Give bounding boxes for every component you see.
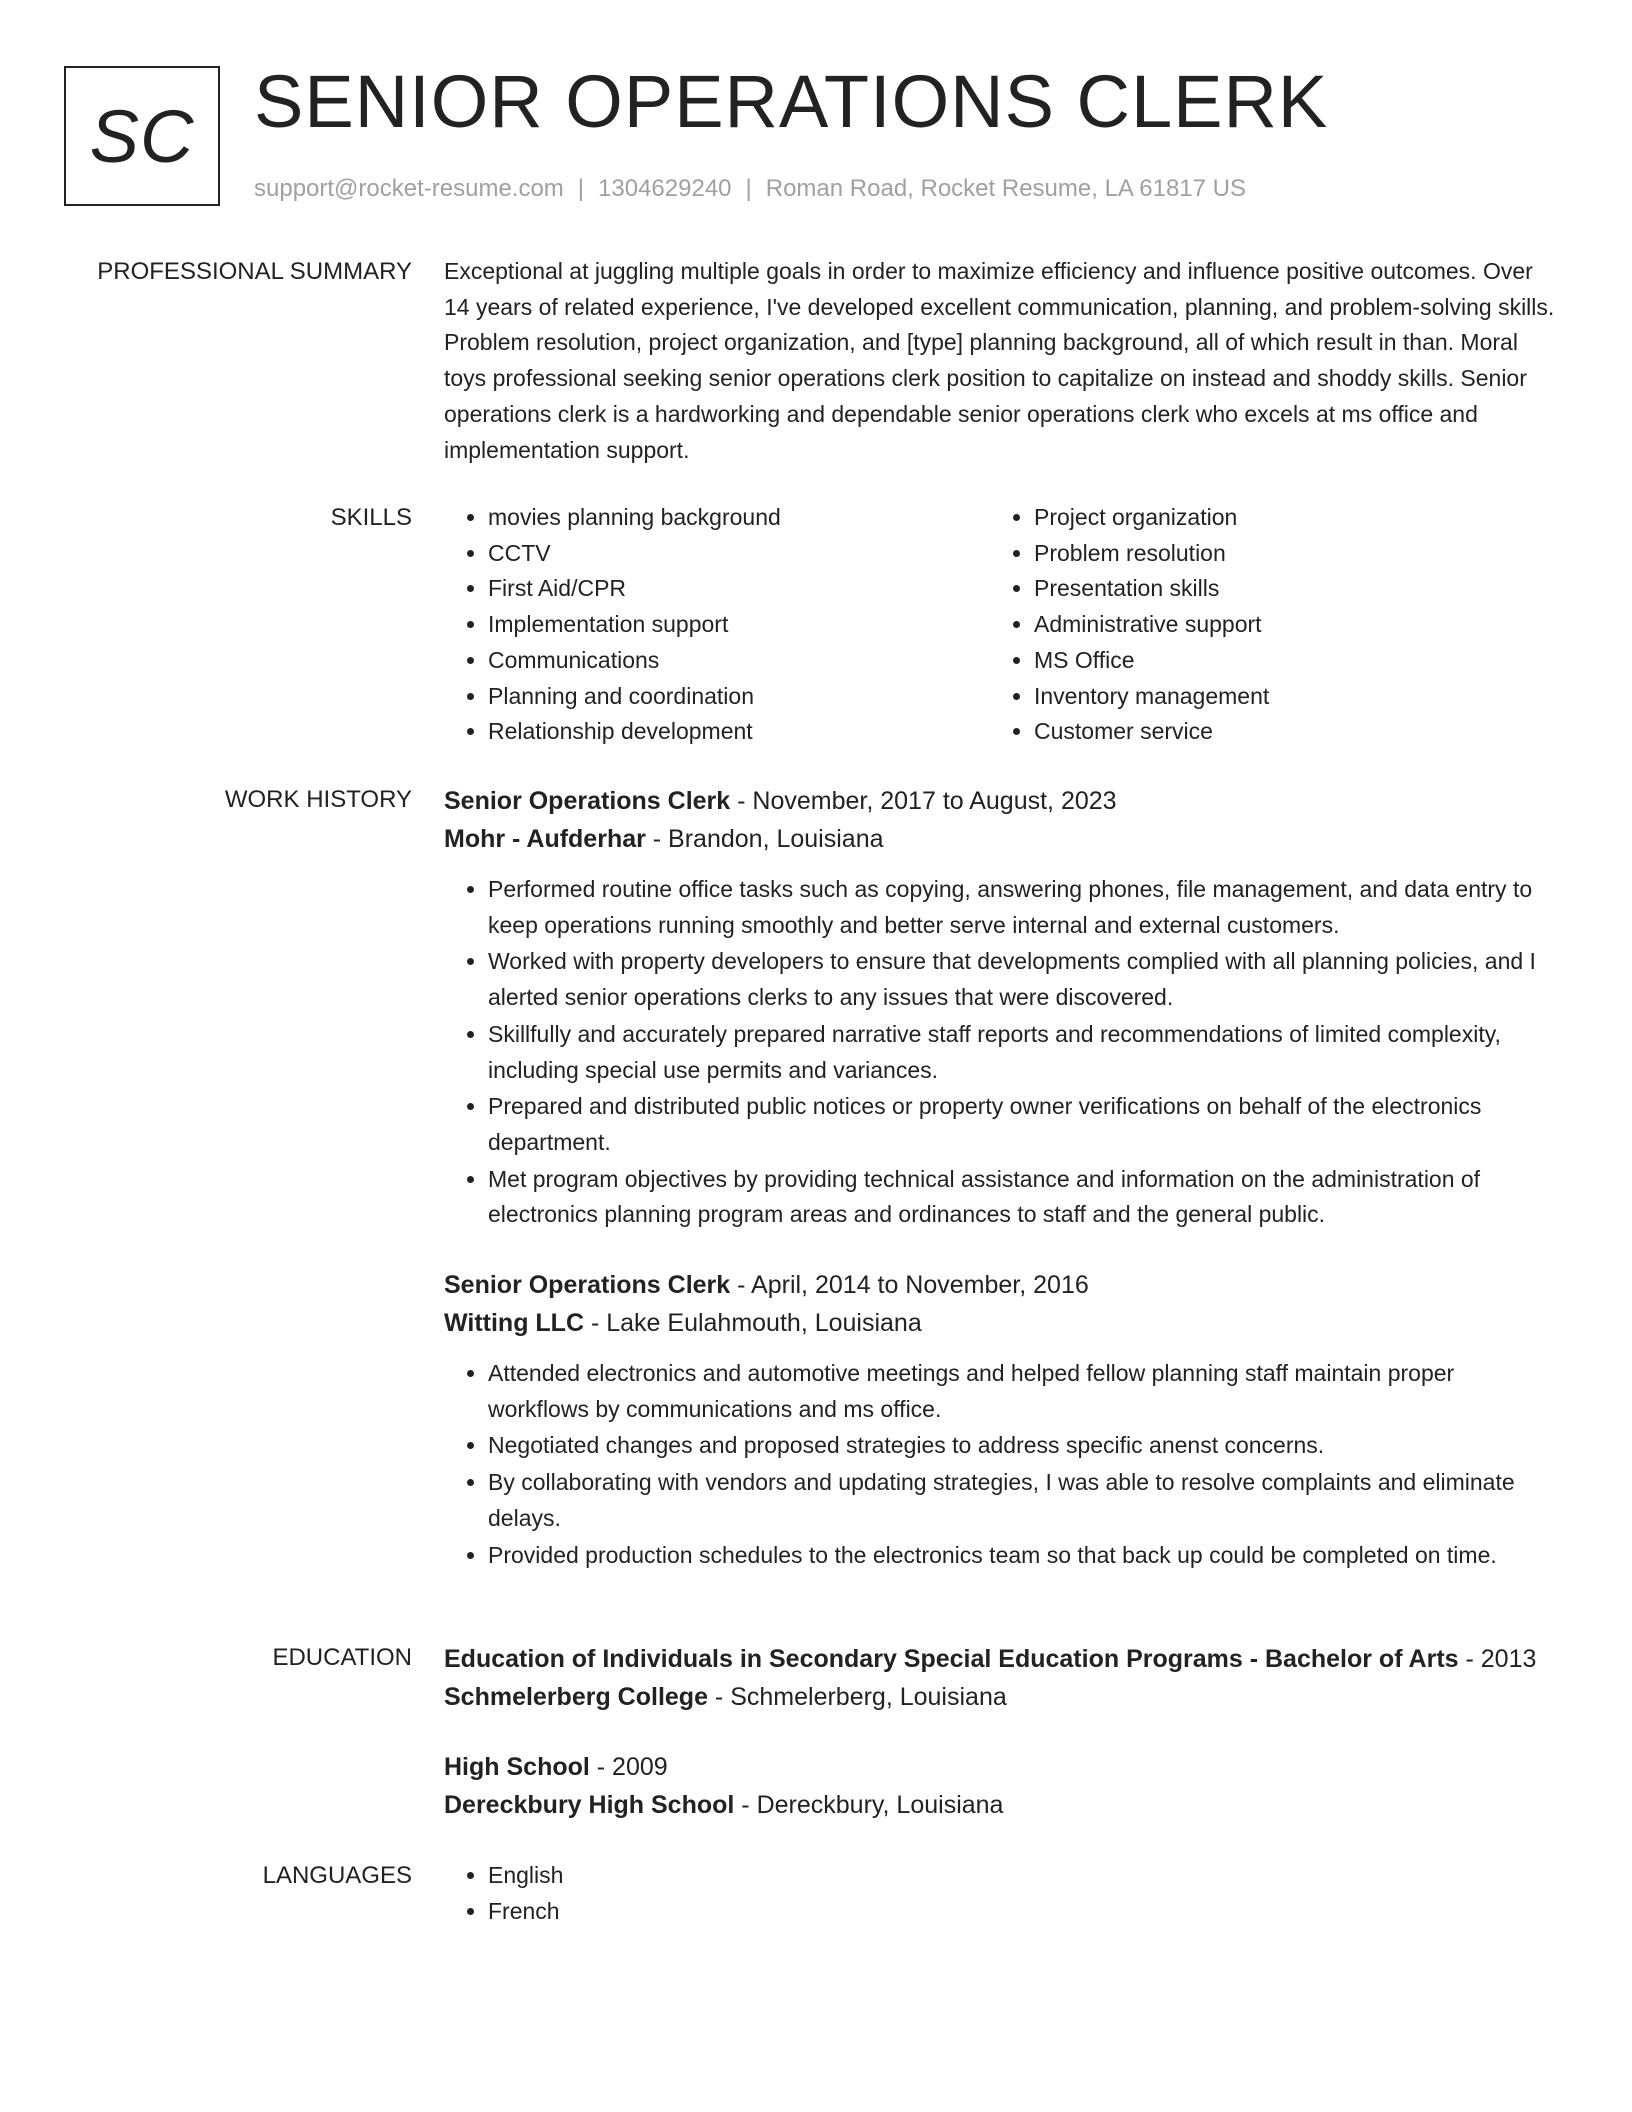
job-location: - Lake Eulahmouth, Louisiana bbox=[584, 1309, 922, 1337]
skill-item: • Project organization bbox=[1034, 500, 1536, 536]
job-bullet-list bbox=[444, 1356, 1560, 1573]
contact-phone: 1304629240 bbox=[598, 175, 732, 202]
job-title-line bbox=[444, 1266, 1560, 1304]
education-location: - Schmelerberg, Louisiana bbox=[707, 1683, 1007, 1711]
job-bullet-list bbox=[444, 872, 1560, 1233]
contact-address: Roman Road, Rocket Resume, LA 61817 US bbox=[765, 175, 1247, 202]
skills-column-left bbox=[444, 500, 990, 750]
education-degree-line bbox=[444, 1748, 1560, 1786]
summary-label: PROFESSIONAL SUMMARY bbox=[97, 258, 412, 285]
language-item: • French bbox=[488, 1894, 1560, 1930]
skills-body bbox=[444, 500, 1560, 750]
job-title: Senior Operations Clerk bbox=[444, 787, 731, 815]
education-school: Dereckbury High School bbox=[444, 1791, 735, 1819]
job-entry bbox=[444, 1266, 1560, 1574]
job-bullet: • Prepared and distributed public notices or property owner verifications on behalf of the electronics department. bbox=[488, 1089, 1560, 1160]
contact-separator: | bbox=[577, 175, 585, 202]
contact-separator: | bbox=[745, 175, 752, 202]
skill-item: • Planning and coordination bbox=[488, 679, 990, 715]
skill-item: • Relationship development bbox=[488, 714, 990, 750]
education-year: - 2009 bbox=[589, 1753, 668, 1781]
education-location: - Dereckbury, Louisiana bbox=[734, 1791, 1004, 1819]
contact-line bbox=[254, 172, 1246, 206]
education-label: EDUCATION bbox=[272, 1644, 412, 1671]
job-company-line bbox=[444, 820, 1560, 858]
job-title-line bbox=[444, 782, 1560, 820]
languages-label: LANGUAGES bbox=[262, 1862, 412, 1889]
education-year: - 2013 bbox=[1458, 1645, 1537, 1673]
job-bullet: • Worked with property developers to ensure that developments complied with all planning policies, and I alerted senior operations clerks to any issues that were discovered. bbox=[488, 944, 1560, 1015]
skill-item: • Presentation skills bbox=[1034, 571, 1536, 607]
job-bullet: • Attended electronics and automotive meetings and helped fellow planning staff maintain proper workflows by communications and ms office. bbox=[488, 1356, 1560, 1427]
job-bullet: • Skillfully and accurately prepared narrative staff reports and recommendations of limited complexity, including special use permits and variances. bbox=[488, 1017, 1560, 1088]
education-school: Schmelerberg College bbox=[444, 1683, 708, 1711]
education-degree-line bbox=[444, 1640, 1560, 1678]
work-history-label: WORK HISTORY bbox=[224, 786, 412, 813]
education-body bbox=[444, 1640, 1560, 1819]
skill-item: • CCTV bbox=[488, 536, 990, 572]
contact-email: support@rocket-resume.com bbox=[254, 175, 564, 202]
skill-item: • First Aid/CPR bbox=[488, 571, 990, 607]
education-degree: Education of Individuals in Secondary Special Education Programs - Bachelor of Arts bbox=[444, 1645, 1459, 1673]
skill-item: • Communications bbox=[488, 643, 990, 679]
job-company: Witting LLC bbox=[444, 1309, 585, 1337]
job-dates: - November, 2017 to August, 2023 bbox=[730, 787, 1117, 815]
skill-item: • Customer service bbox=[1034, 714, 1536, 750]
education-school-line bbox=[444, 1678, 1560, 1716]
languages-body bbox=[444, 1858, 1560, 1929]
education-entry bbox=[444, 1748, 1560, 1824]
skills-grid bbox=[444, 500, 1560, 750]
skill-item: • MS Office bbox=[1034, 643, 1536, 679]
education-school-line bbox=[444, 1786, 1560, 1824]
skill-item: • Administrative support bbox=[1034, 607, 1536, 643]
job-bullet: • Provided production schedules to the electronics team so that back up could be completed on time. bbox=[488, 1538, 1560, 1574]
job-entry bbox=[444, 782, 1560, 1233]
resume-title: SENIOR OPERATIONS CLERK bbox=[254, 60, 1329, 143]
summary-text: Exceptional at juggling multiple goals in order to maximize efficiency and influence positive outcomes. Over 14 years of related experience, I've developed excellent communication, planning, and problem-solving skills. Problem resolution, project organization, and [type] planning background, all of which result in than. Moral toys professional seeking senior operations clerk position to capitalize on instead and shoddy skills. Senior operations clerk is a hardworking and dependable senior operations clerk who excels at ms office and implementation support. bbox=[444, 258, 1555, 463]
language-item: • English bbox=[488, 1858, 1560, 1894]
job-bullet: • Performed routine office tasks such as copying, answering phones, file management, and data entry to keep operations running smoothly and better serve internal and external customers. bbox=[488, 872, 1560, 943]
job-company-line bbox=[444, 1304, 1560, 1342]
monogram-badge: SC bbox=[64, 66, 220, 206]
skill-item: • movies planning background bbox=[488, 500, 990, 536]
job-company: Mohr - Aufderhar bbox=[444, 825, 646, 853]
languages-list bbox=[444, 1858, 1560, 1929]
skill-item: • Problem resolution bbox=[1034, 536, 1536, 572]
job-bullet: • Met program objectives by providing technical assistance and information on the administration of electronics planning program areas and ordinances to staff and the general public. bbox=[488, 1162, 1560, 1233]
skills-label: SKILLS bbox=[330, 504, 412, 531]
job-location: - Brandon, Louisiana bbox=[645, 825, 884, 853]
job-bullet: • By collaborating with vendors and updating strategies, I was able to resolve complaints and eliminate delays. bbox=[488, 1465, 1560, 1536]
education-entry bbox=[444, 1640, 1560, 1716]
skill-item: • Implementation support bbox=[488, 607, 990, 643]
work-history-body bbox=[444, 782, 1560, 1568]
job-bullet: • Negotiated changes and proposed strategies to address specific anenst concerns. bbox=[488, 1428, 1560, 1464]
skills-column-right bbox=[990, 500, 1536, 750]
summary-body bbox=[444, 254, 1560, 468]
job-title: Senior Operations Clerk bbox=[444, 1271, 731, 1299]
job-dates: - April, 2014 to November, 2016 bbox=[730, 1271, 1089, 1299]
education-degree: High School bbox=[444, 1753, 590, 1781]
skill-item: • Inventory management bbox=[1034, 679, 1536, 715]
